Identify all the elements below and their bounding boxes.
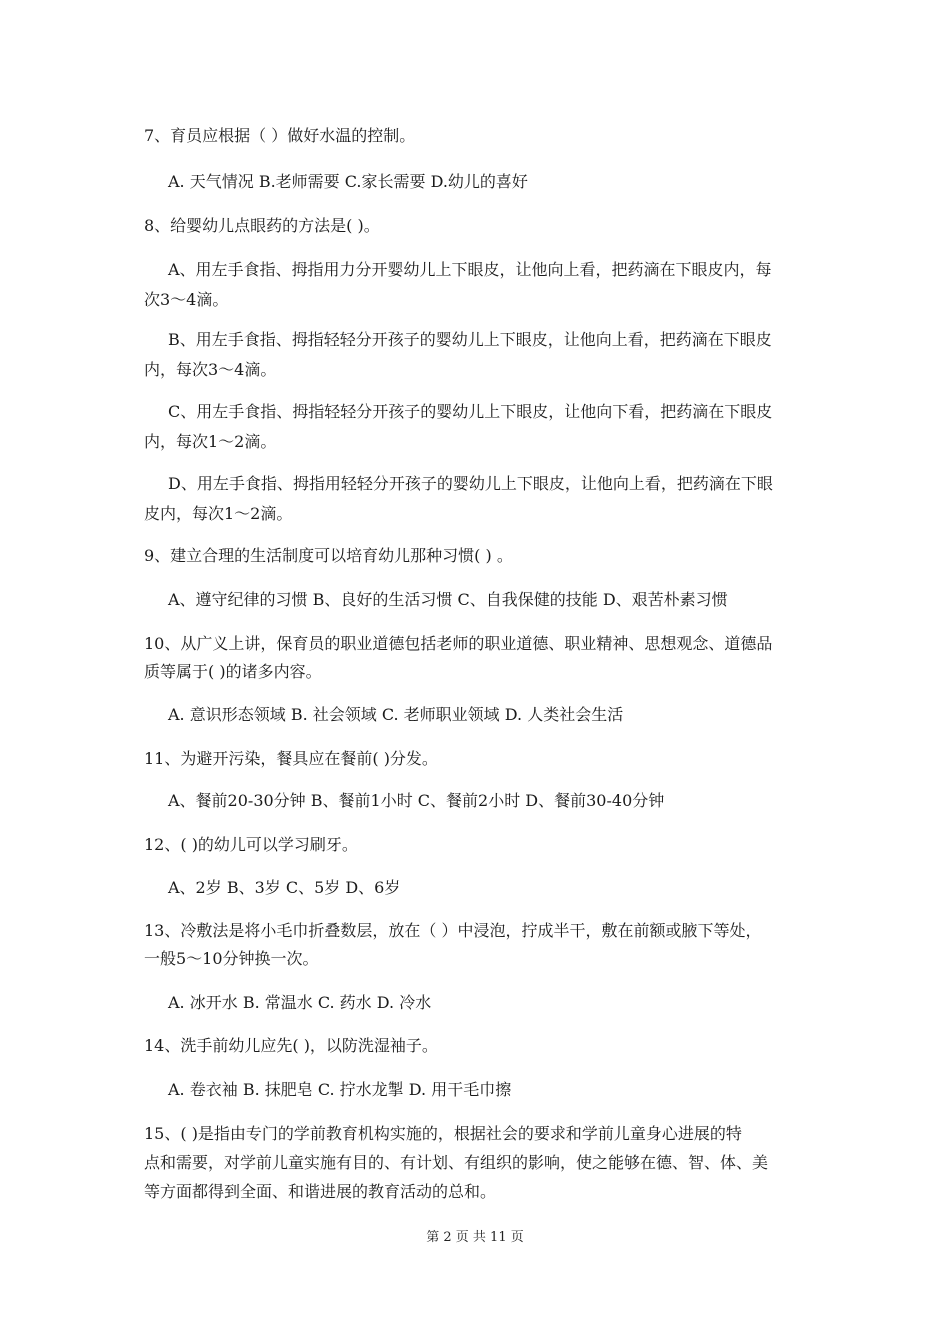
- question-14-stem: 14、洗手前幼儿应先( )，以防洗湿袖子。: [144, 1036, 438, 1055]
- question-15-stem-cont-2: 等方面都得到全面、和谐进展的教育活动的总和。: [144, 1182, 497, 1201]
- question-10-options: A. 意识形态领域 B. 社会领域 C. 老师职业领域 D. 人类社会生活: [168, 705, 624, 724]
- question-8-stem: 8、给婴幼儿点眼药的方法是( )。: [144, 216, 380, 235]
- question-15-stem: 15、( )是指由专门的学前教育机构实施的，根据社会的要求和学前儿童身心进展的特: [144, 1124, 742, 1143]
- page-number-footer: 第 2 页 共 11 页: [426, 1230, 524, 1245]
- question-8-option-c: C、用左手食指、拇指轻轻分开孩子的婴幼儿上下眼皮，让他向下看，把药滴在下眼皮: [168, 402, 773, 421]
- question-14-options: A. 卷衣袖 B. 抹肥皂 C. 拧水龙掣 D. 用干毛巾擦: [168, 1080, 512, 1099]
- question-7-options: A. 天气情况 B.老师需要 C.家长需要 D.幼儿的喜好: [168, 172, 528, 191]
- question-7-stem: 7、育员应根据（ ）做好水温的控制。: [144, 126, 416, 145]
- question-10-stem: 10、从广义上讲，保育员的职业道德包括老师的职业道德、职业精神、思想观念、道德品: [144, 634, 773, 653]
- question-8-option-d: D、用左手食指、拇指用轻轻分开孩子的婴幼儿上下眼皮，让他向上看，把药滴在下眼: [168, 474, 773, 493]
- question-13-stem: 13、冷敷法是将小毛巾折叠数层，放在（ ）中浸泡，拧成半干，敷在前额或腋下等处，: [144, 921, 762, 940]
- question-8-option-b: B、用左手食指、拇指轻轻分开孩子的婴幼儿上下眼皮，让他向上看，把药滴在下眼皮: [168, 330, 772, 349]
- question-8-option-b-cont: 内，每次3～4滴。: [144, 360, 277, 379]
- question-8-option-a: A、用左手食指、拇指用力分开婴幼儿上下眼皮，让他向上看，把药滴在下眼皮内，每: [168, 260, 772, 279]
- question-9-stem: 9、建立合理的生活制度可以培育幼儿那种习惯( ) 。: [144, 546, 513, 565]
- question-8-option-c-cont: 内，每次1～2滴。: [144, 432, 277, 451]
- question-8-option-a-cont: 次3～4滴。: [144, 290, 229, 309]
- question-12-options: A、2岁 B、3岁 C、5岁 D、6岁: [168, 878, 401, 897]
- question-13-stem-cont: 一般5～10分钟换一次。: [144, 949, 319, 968]
- question-11-options: A、餐前20-30分钟 B、餐前1小时 C、餐前2小时 D、餐前30-40分钟: [168, 791, 665, 810]
- question-11-stem: 11、为避开污染，餐具应在餐前( )分发。: [144, 749, 438, 768]
- question-12-stem: 12、( )的幼儿可以学习刷牙。: [144, 835, 358, 854]
- question-15-stem-cont-1: 点和需要，对学前儿童实施有目的、有计划、有组织的影响，使之能够在德、智、体、美: [144, 1153, 769, 1172]
- question-10-stem-cont: 质等属于( )的诸多内容。: [144, 662, 322, 681]
- question-13-options: A. 冰开水 B. 常温水 C. 药水 D. 冷水: [168, 993, 432, 1012]
- question-9-options: A、遵守纪律的习惯 B、良好的生活习惯 C、自我保健的技能 D、艰苦朴素习惯: [168, 590, 728, 609]
- question-8-option-d-cont: 皮内，每次1～2滴。: [144, 504, 293, 523]
